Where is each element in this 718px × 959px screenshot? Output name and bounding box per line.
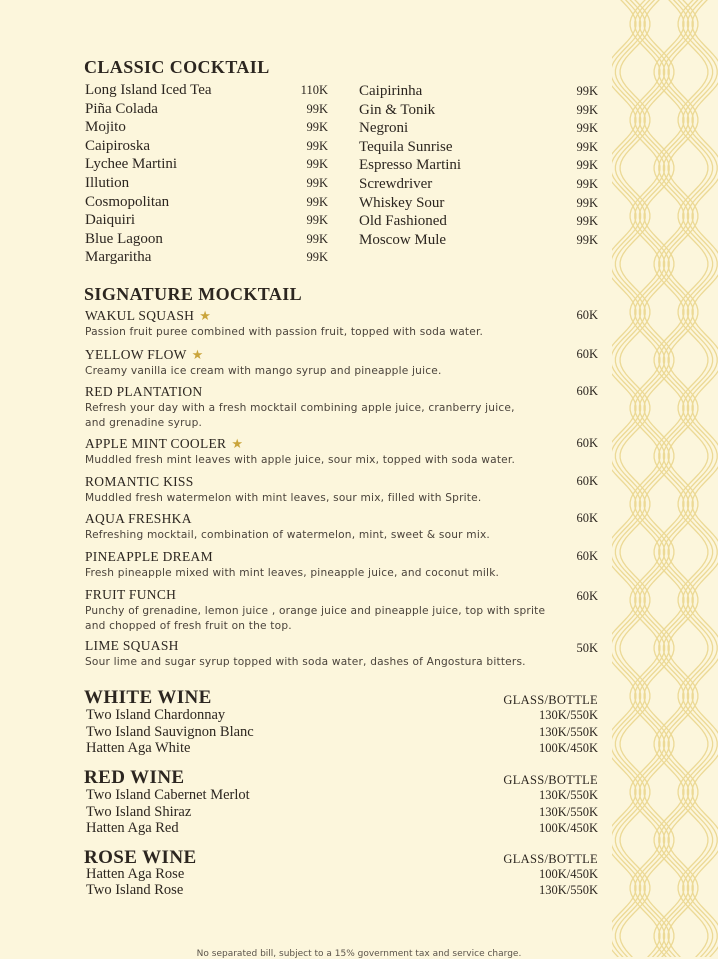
mocktail-name: RED PLANTATION	[85, 384, 203, 399]
wine-price: 130K/550K	[538, 788, 598, 802]
mocktail-item	[85, 511, 598, 545]
cocktail-price: 99K	[576, 176, 598, 191]
cocktail-item	[359, 175, 598, 194]
cocktail-price: 99K	[306, 213, 328, 228]
mocktail-title	[85, 347, 204, 363]
wine-item	[86, 820, 598, 837]
mocktail-name: ROMANTIC KISS	[85, 474, 194, 489]
mocktail-price: 60K	[576, 589, 598, 603]
mocktail-price: 60K	[576, 474, 598, 488]
cocktail-name: Margaritha	[85, 249, 152, 266]
wine-name: Two Island Cabernet Merlot	[86, 787, 250, 803]
wine-price: 130K/550K	[538, 708, 598, 722]
red-wine-glass-bottle-label: GLASS/BOTTLE	[503, 773, 598, 787]
cocktail-item	[85, 137, 328, 156]
mocktail-description: Fresh pineapple mixed with mint leaves, pineapple juice, and coconut milk.	[85, 567, 500, 579]
wine-price: 100K/450K	[538, 821, 598, 835]
cocktail-price: 99K	[306, 138, 328, 153]
mocktail-price: 60K	[576, 384, 598, 398]
cocktail-price: 99K	[576, 102, 598, 117]
rose-wine-glass-bottle-label: GLASS/BOTTLE	[503, 852, 598, 866]
classic-cocktail-title: CLASSIC COCKTAIL	[84, 57, 270, 77]
mocktail-name: APPLE MINT COOLER	[85, 436, 227, 451]
cocktail-name: Moscow Mule	[359, 231, 447, 248]
cocktail-name: Negroni	[359, 120, 409, 137]
cocktail-name: Whiskey Sour	[359, 194, 445, 211]
white-wine-glass-bottle-label: GLASS/BOTTLE	[503, 693, 598, 707]
mocktail-title	[85, 384, 208, 400]
cocktail-item	[359, 101, 598, 120]
rose-wine-title: ROSE WINE	[84, 847, 197, 868]
cocktail-price: 99K	[576, 214, 598, 229]
wine-item	[86, 882, 598, 899]
wine-price: 130K/550K	[538, 725, 598, 739]
cocktail-item	[359, 231, 598, 250]
mocktail-price: 60K	[576, 511, 598, 525]
mocktail-price: 60K	[576, 549, 598, 563]
cocktail-price: 99K	[576, 121, 598, 136]
mocktail-item	[85, 474, 598, 508]
mocktail-title	[85, 308, 211, 324]
cocktail-item	[85, 100, 328, 119]
mocktail-title	[85, 549, 218, 565]
mocktail-description: Sour lime and sugar syrup topped with soda water, dashes of Angostura bitters.	[85, 656, 526, 668]
cocktail-item	[85, 193, 328, 212]
wine-name: Two Island Shiraz	[86, 804, 192, 820]
white-wine-title: WHITE WINE	[84, 687, 212, 708]
classic-cocktail-right-column	[359, 82, 598, 249]
cocktail-item	[85, 211, 328, 230]
cocktail-price: 99K	[306, 231, 328, 246]
mocktail-description: Refresh your day with a fresh mocktail combining apple juice, cranberry juice, and grenadine syrup.	[85, 402, 515, 429]
wine-item	[86, 707, 598, 724]
cocktail-item	[359, 156, 598, 175]
cocktail-item	[359, 194, 598, 213]
cocktail-name: Cosmopolitan	[85, 193, 170, 210]
mocktail-description: Punchy of grenadine, lemon juice , orange juice and pineapple juice, top with sprite and chopped of fresh fruit on the top.	[85, 605, 546, 632]
cocktail-price: 99K	[576, 84, 598, 98]
mocktail-description: Muddled fresh watermelon with mint leaves, sour mix, filled with Sprite.	[85, 492, 482, 504]
cocktail-price: 99K	[306, 194, 328, 209]
cocktail-name: Gin & Tonik	[359, 101, 436, 118]
cocktail-price: 99K	[306, 120, 328, 135]
mocktail-item	[85, 587, 598, 635]
cocktail-item	[85, 81, 328, 100]
mocktail-item	[85, 384, 598, 432]
footer-note: No separated bill, subject to a 15% government tax and service charge.	[196, 949, 522, 959]
cocktail-item	[85, 118, 328, 137]
mocktail-price: 50K	[576, 641, 598, 655]
cocktail-name: Daiquiri	[85, 212, 135, 229]
mocktail-name: WAKUL SQUASH	[85, 308, 195, 323]
cocktail-name: Tequila Sunrise	[359, 138, 453, 155]
cocktail-item	[85, 248, 328, 267]
mocktail-description: Muddled fresh mint leaves with apple juice, sour mix, topped with soda water.	[85, 454, 516, 466]
wine-price: 100K/450K	[538, 867, 598, 881]
mocktail-name: YELLOW FLOW	[85, 347, 187, 362]
mocktail-name: FRUIT FUNCH	[85, 587, 177, 602]
classic-cocktail-left-column	[85, 81, 328, 267]
wine-name: Two Island Sauvignon Blanc	[86, 724, 254, 740]
wine-price: 130K/550K	[538, 805, 598, 819]
wine-name: Hatten Aga White	[86, 740, 191, 756]
mocktail-price: 60K	[576, 347, 598, 361]
wine-price: 130K/550K	[538, 883, 598, 897]
cocktail-price: 99K	[576, 158, 598, 173]
mocktail-title	[85, 511, 197, 527]
cocktail-name: Caipirinha	[359, 83, 423, 99]
mocktail-item	[85, 436, 598, 470]
cocktail-item	[359, 119, 598, 138]
cocktail-name: Long Island Iced Tea	[85, 82, 212, 98]
cocktail-item	[85, 155, 328, 174]
cocktail-price: 99K	[306, 175, 328, 190]
cocktail-item	[359, 82, 598, 101]
cocktail-name: Espresso Martini	[359, 157, 462, 174]
mocktail-name: LIME SQUASH	[85, 638, 179, 653]
wine-price: 100K/450K	[538, 741, 598, 755]
mocktail-title	[85, 474, 199, 490]
mocktail-title	[85, 436, 243, 452]
cocktail-name: Old Fashioned	[359, 213, 447, 230]
cocktail-name: Lychee Martini	[85, 156, 178, 173]
star-icon: ★	[191, 347, 204, 362]
cocktail-price: 99K	[576, 139, 598, 154]
cocktail-price: 99K	[306, 101, 328, 116]
wine-name: Two Island Chardonnay	[86, 707, 226, 723]
red-wine-title: RED WINE	[84, 767, 185, 788]
wine-item	[86, 787, 598, 804]
star-icon: ★	[231, 436, 244, 451]
mocktail-price: 60K	[576, 308, 598, 322]
mocktail-price: 60K	[576, 436, 598, 450]
cocktail-name: Illution	[85, 174, 130, 191]
wine-item	[86, 804, 598, 821]
mocktail-title	[85, 587, 181, 603]
mocktail-description: Refreshing mocktail, combination of watermelon, mint, sweet & sour mix.	[85, 529, 490, 541]
mocktail-name: AQUA FRESHKA	[85, 511, 192, 526]
mocktail-description: Passion fruit puree combined with passion fruit, topped with soda water.	[85, 326, 484, 338]
wave-pattern-decoration	[612, 0, 718, 957]
cocktail-price: 110K	[300, 83, 328, 97]
wine-item	[86, 866, 598, 883]
wine-item	[86, 724, 598, 741]
mocktail-item	[85, 549, 598, 583]
mocktail-description: Creamy vanilla ice cream with mango syrup and pineapple juice.	[85, 365, 442, 377]
cocktail-item	[85, 174, 328, 193]
cocktail-price: 99K	[576, 232, 598, 247]
signature-mocktail-title: SIGNATURE MOCKTAIL	[84, 284, 303, 304]
mocktail-title	[85, 638, 184, 654]
mocktail-item	[85, 308, 598, 342]
mocktail-item	[85, 638, 598, 672]
mocktail-name: PINEAPPLE DREAM	[85, 549, 213, 564]
cocktail-item	[359, 138, 598, 157]
cocktail-name: Blue Lagoon	[85, 230, 163, 247]
cocktail-name: Piña Colada	[85, 100, 158, 117]
wine-name: Two Island Rose	[86, 882, 184, 898]
cocktail-price: 99K	[306, 250, 328, 265]
cocktail-item	[359, 212, 598, 231]
cocktail-price: 99K	[576, 195, 598, 210]
cocktail-item	[85, 230, 328, 249]
cocktail-name: Mojito	[85, 119, 126, 136]
cocktail-name: Screwdriver	[359, 175, 433, 192]
cocktail-name: Caipiroska	[85, 137, 150, 154]
wine-name: Hatten Aga Red	[86, 820, 179, 836]
wine-name: Hatten Aga Rose	[86, 866, 185, 882]
wine-item	[86, 740, 598, 757]
mocktail-item	[85, 347, 598, 381]
star-icon: ★	[199, 308, 212, 323]
cocktail-price: 99K	[306, 157, 328, 172]
